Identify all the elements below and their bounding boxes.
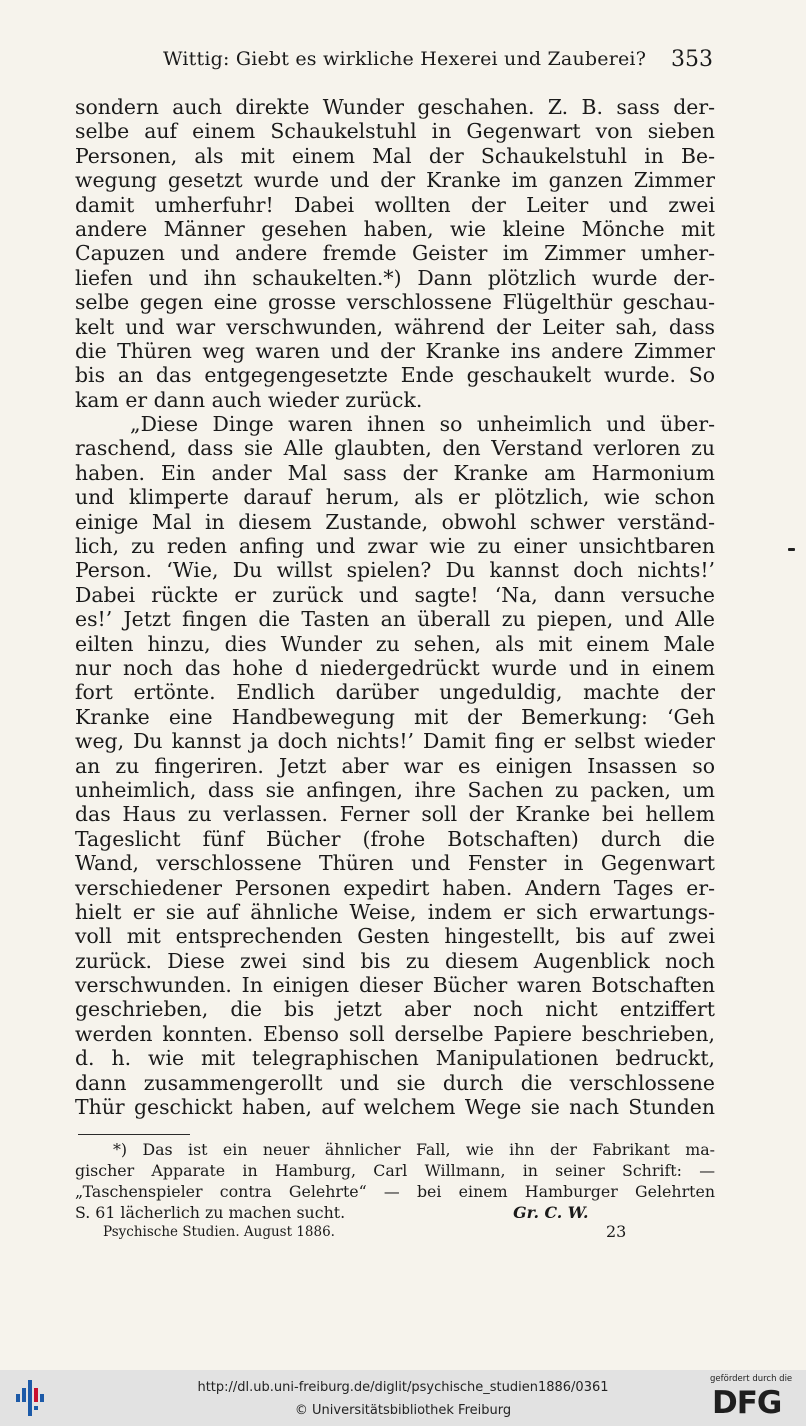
body-line: dann zusammengerollt und sie durch die verschlossene <box>75 1070 715 1095</box>
body-line: verschwunden. In einigen dieser Bücher waren Botschaften <box>75 973 715 998</box>
body-line: Wand, verschlossene Thüren und Fenster in Gegenwart <box>75 851 715 876</box>
body-line: selbe auf einem Schaukelstuhl in Gegenwart von sieben <box>75 119 715 144</box>
document-url[interactable]: http://dl.ub.uni-freiburg.de/diglit/psychische_studien1886/0361 <box>197 1380 609 1395</box>
body-line: kam er dann auch wieder zurück. <box>75 387 423 412</box>
body-line: einige Mal in diesem Zustande, obwohl schwer verständ- <box>75 509 715 534</box>
body-line: weg, Du kannst ja doch nichts!’ Damit fing er selbst wieder <box>75 729 715 754</box>
footnote-signature: Gr. C. W. <box>513 1203 589 1222</box>
body-line: voll mit entsprechenden Gesten hingestellt, bis auf zwei <box>75 924 715 949</box>
viewer-bottom-bar <box>0 1370 806 1426</box>
footnote-line: „Taschenspieler contra Gelehrte“ — bei einem Hamburger Gelehrten <box>75 1182 715 1201</box>
sheet-number: 23 <box>606 1222 627 1241</box>
body-line: liefen und ihn schaukelten.*) Dann plötzlich wurde der- <box>75 265 715 290</box>
body-line: werden konnten. Ebenso soll derselbe Papiere beschrieben, <box>75 1021 715 1046</box>
footnote <box>75 1139 715 1223</box>
body-line: hielt er sie auf ähnliche Weise, indem er sich erwartungs- <box>75 899 715 924</box>
footnote-line-text: S. 61 lächerlich zu machen sucht. <box>75 1203 346 1222</box>
body-line: damit umherfuhr! Dabei wollten der Leiter und zwei <box>75 192 715 217</box>
body-line: selbe gegen eine grosse verschlossene Flügelthür geschau- <box>75 290 715 315</box>
journal-imprint: Psychische Studien. August 1886. <box>103 1224 335 1240</box>
body-line: verschiedener Personen expedirt haben. Andern Tages er- <box>75 875 715 900</box>
body-line: Personen, als mit einem Mal der Schaukelstuhl in Be- <box>75 143 715 168</box>
margin-mark <box>788 548 795 551</box>
body-line: andere Männer gesehen haben, wie kleine Mönche mit <box>75 216 715 241</box>
body-line: fort ertönte. Endlich darüber ungeduldig, machte der <box>75 680 715 705</box>
body-line: an zu fingeriren. Jetzt aber war es einigen Insassen so <box>75 753 715 778</box>
body-line: bis an das entgegengesetzte Ende geschaukelt wurde. So <box>75 363 715 388</box>
page-header <box>75 48 715 78</box>
body-line: d. h. wie mit telegraphischen Manipulationen bedruckt, <box>75 1046 715 1071</box>
body-line: Dabei rückte er zurück und sagte! ‘Na, dann versuche <box>75 582 715 607</box>
body-line: raschend, dass sie Alle glaubten, den Verstand verloren zu <box>75 436 715 461</box>
body-line: Capuzen und andere fremde Geister im Zimmer umher- <box>75 241 715 266</box>
page-number: 353 <box>671 47 713 72</box>
dfg-logo-icon: DFG <box>712 1385 782 1421</box>
body-line: und klimperte darauf herum, als er plötzlich, wie schon <box>75 485 715 510</box>
body-line: zurück. Diese zwei sind bis zu diesem Augenblick noch <box>75 948 715 973</box>
footnote-rule <box>78 1134 190 1135</box>
running-title: Wittig: Giebt es wirkliche Hexerei und Zauberei? <box>163 48 647 70</box>
footnote-last-line <box>75 1202 715 1223</box>
body-line: unheimlich, dass sie anfingen, ihre Sachen zu packen, um <box>75 777 715 802</box>
funded-by-label: gefördert durch die <box>710 1374 793 1384</box>
body-line: kelt und war verschwunden, während der Leiter sah, dass <box>75 314 715 339</box>
body-line: „Diese Dinge waren ihnen so unheimlich und über- <box>130 412 715 437</box>
footnote-line: *) Das ist ein neuer ähnlicher Fall, wie ihn der Fabrikant ma- <box>113 1140 715 1159</box>
body-line: die Thüren weg waren und der Kranke ins andere Zimmer <box>75 338 715 363</box>
body-line: Person. ‘Wie, Du willst spielen? Du kannst doch nichts!’ <box>75 558 715 583</box>
body-line: wegung gesetzt wurde und der Kranke im ganzen Zimmer <box>75 168 715 193</box>
dfg-funding <box>706 1374 802 1422</box>
copyright-notice: © Universitätsbibliothek Freiburg <box>294 1403 512 1418</box>
body-line: sondern auch direkte Wunder geschahen. Z. B. sass der- <box>75 95 715 119</box>
page-footer <box>75 1224 715 1244</box>
body-line: geschrieben, die bis jetzt aber noch nicht entziffert <box>75 997 715 1022</box>
body-line: Kranke eine Handbewegung mit der Bemerkung: ‘Geh <box>75 704 715 729</box>
body-line: Thür geschickt haben, auf welchem Wege sie nach Stunden <box>75 1095 715 1120</box>
body-line: eilten hinzu, dies Wunder zu sehen, als mit einem Male <box>75 631 715 656</box>
body-line: Tageslicht fünf Bücher (frohe Botschaften) durch die <box>75 826 715 851</box>
body-line: das Haus zu verlassen. Ferner soll der Kranke bei hellem <box>75 802 715 827</box>
footnote-line: gischer Apparate in Hamburg, Carl Willmann, in seiner Schrift: — <box>75 1161 715 1180</box>
body-line: nur noch das hohe d niedergedrückt wurde und in einem <box>75 655 715 680</box>
body-line: lich, zu reden anfing und zwar wie zu einer unsichtbaren <box>75 534 715 559</box>
body-line: haben. Ein ander Mal sass der Kranke am Harmonium <box>75 460 715 485</box>
body-line: es!’ Jetzt fingen die Tasten an überall zu piepen, und Alle <box>75 607 715 632</box>
body-text <box>75 95 715 1119</box>
